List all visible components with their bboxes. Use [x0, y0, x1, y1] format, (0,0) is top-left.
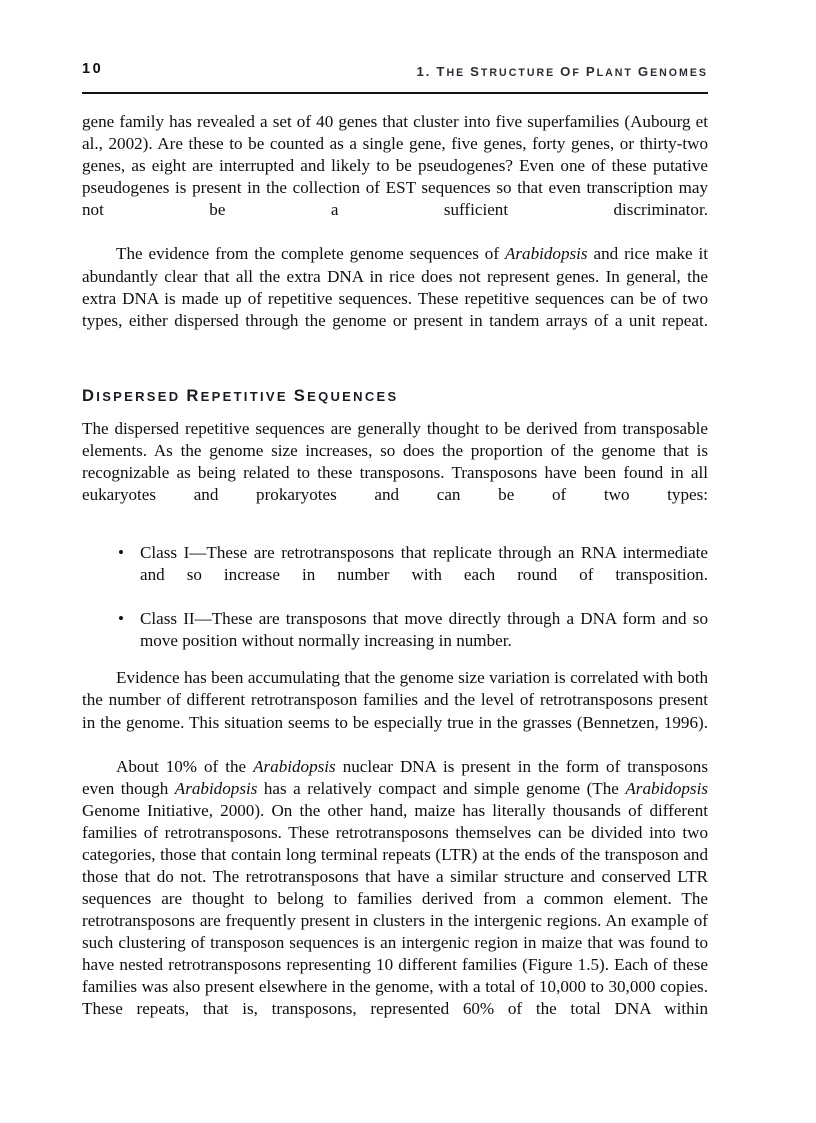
running-head-title: 1. THE STRUCTURE OF PLANT GENOMES — [416, 64, 708, 79]
italic-term-arabidopsis: Arabidopsis — [174, 778, 258, 798]
section-heading: DISPERSED REPETITIVE SEQUENCES — [82, 385, 399, 405]
transposon-class-list — [82, 542, 708, 652]
bullet-icon: • — [118, 609, 124, 629]
header-rule — [82, 92, 708, 94]
list-item: • Class I—These are retrotransposons that replicate through an RNA intermediate and so increase in number with each round of transposition. — [118, 543, 708, 585]
paragraph-5: About 10% of the Arabidopsis nuclear DNA is present in the form of transposons even though Arabidopsis has a relatively compact and simple genome (The Arabidopsis Genome Initiative, 2000). On the other hand, maize has literally thousands of different families of retrotransposons. These retrotransposons themselves can be divided into two categories, those that contain long terminal repeats (LTR) at the ends of the transposon and those that do not. The retrotransposons that have a similar structure and conserved LTR sequences are thought to belong to families derived from a common element. The retrotransposons are frequently present in clusters in the intergenic regions. An example of such clustering of transposon sequences is an intergenic region in maize that was found to have nested retrotransposons representing 10 different families (Figure 1.5). Each of these families was also present elsewhere in the genome, with a total of 10,000 to 30,000 copies. These repeats, that is, transposons, represented 60% of the total DNA within — [82, 756, 708, 1019]
page-content — [82, 60, 708, 1042]
page-number: 10 — [82, 61, 104, 77]
list-item: • Class II—These are transposons that move directly through a DNA form and so move position without normally increasing in number. — [118, 609, 708, 651]
italic-term-arabidopsis: Arabidopsis — [253, 756, 336, 776]
italic-term-arabidopsis: Arabidopsis — [625, 778, 708, 798]
paragraph-4: Evidence has been accumulating that the genome size variation is correlated with both the number of different retrotransposon families and the level of retrotransposons present in the genome. This situation seems to be especially true in the grasses (Bennetzen, 1996). — [82, 668, 708, 732]
running-head — [82, 60, 708, 88]
italic-term-arabidopsis: Arabidopsis — [504, 244, 588, 264]
paragraph-2: The evidence from the complete genome sequences of Arabidopsis and rice make it abundantly clear that all the extra DNA in rice does not represent genes. In general, the extra DNA is made up of repetitive sequences. These repetitive sequences can be of two types, either dispersed through the genome or present in tandem arrays of a unit repeat. — [82, 244, 708, 330]
body-text — [82, 111, 708, 1042]
paragraph-1: gene family has revealed a set of 40 genes that cluster into five superfamilies (Aubourg et al., 2002). Are these to be counted as a single gene, five genes, forty genes, or thirty-two genes, as eight are interrupted and likely to be pseudogenes? Even one of these putative pseudogenes is present in the collection of EST sequences so that even transcription may not be a sufficient discriminator. — [82, 112, 708, 220]
bullet-icon: • — [118, 543, 124, 563]
paragraph-3: The dispersed repetitive sequences are generally thought to be derived from transposable elements. As the genome size increases, so does the proportion of the genome that is recognizable as being related to these transposons. Transposons have been found in all eukaryotes and prokaryotes and can be of two types: — [82, 418, 708, 505]
